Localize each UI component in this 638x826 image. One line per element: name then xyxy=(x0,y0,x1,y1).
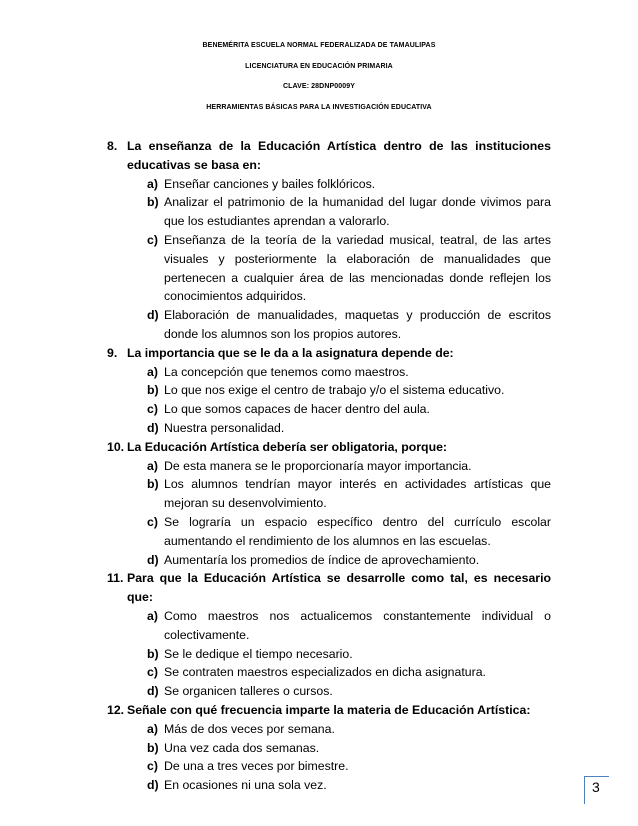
option-letter: c) xyxy=(147,402,158,417)
header-course: HERRAMIENTAS BÁSICAS PARA LA INVESTIGACIÓN EDUCATIVA xyxy=(206,103,432,111)
question-text: La importancia que se le da a la asignatura depende de: xyxy=(127,345,454,360)
option-8c xyxy=(107,231,551,306)
question-number: 12. xyxy=(107,702,125,717)
option-text: Lo que nos exige el centro de trabajo y/o el sistema educativo. xyxy=(164,383,505,398)
question-number: 10. xyxy=(107,439,125,454)
option-text: Analizar el patrimonio de la humanidad del lugar donde vivimos para que los estudiantes aprendan a valorarlo. xyxy=(164,195,551,229)
option-letter: c) xyxy=(147,514,158,529)
question-11 xyxy=(107,569,551,607)
option-12b xyxy=(107,739,551,758)
option-letter: c) xyxy=(147,665,158,680)
question-text: Para que la Educación Artística se desarrolle como tal, es necesario que: xyxy=(127,571,551,605)
option-letter: d) xyxy=(147,778,159,793)
option-letter: b) xyxy=(147,195,159,210)
option-letter: d) xyxy=(147,308,159,323)
option-text: Lo que somos capaces de hacer dentro del aula. xyxy=(164,402,430,417)
page-number: 3 xyxy=(592,779,600,795)
question-8 xyxy=(107,137,551,175)
option-text: Se le dedique el tiempo necesario. xyxy=(164,646,353,661)
option-10a xyxy=(107,457,551,476)
question-text: La enseñanza de la Educación Artística dentro de las instituciones educativas se basa en: xyxy=(127,139,551,172)
option-letter: a) xyxy=(147,176,158,191)
option-letter: b) xyxy=(147,383,159,398)
option-text: En ocasiones ni una sola vez. xyxy=(164,778,327,793)
option-letter: d) xyxy=(147,552,159,567)
option-letter: a) xyxy=(147,608,158,623)
option-10d xyxy=(107,551,551,570)
option-text: Enseñar canciones y bailes folklóricos. xyxy=(164,176,376,191)
option-8b xyxy=(107,193,551,231)
option-letter: c) xyxy=(147,232,158,247)
option-text: Elaboración de manualidades, maquetas y producción de escritos donde los alumnos son los propios autores. xyxy=(164,308,551,341)
option-text: Más de dos veces por semana. xyxy=(164,721,335,736)
option-9c xyxy=(107,400,551,419)
question-number: 9. xyxy=(107,345,118,360)
option-11d xyxy=(107,682,551,701)
question-text: Señale con qué frecuencia imparte la materia de Educación Artística: xyxy=(127,702,531,717)
option-8d xyxy=(107,306,551,344)
option-10b xyxy=(107,475,551,513)
option-11c xyxy=(107,663,551,682)
question-number: 8. xyxy=(107,139,118,153)
option-12c xyxy=(107,757,551,776)
option-text: De una a tres veces por bimestre. xyxy=(164,759,349,774)
option-8a xyxy=(107,175,551,194)
option-text: Los alumnos tendrían mayor interés en actividades artísticas que mejoran su desenvolvimiento. xyxy=(164,477,551,511)
option-text: De esta manera se le proporcionaría mayor importancia. xyxy=(164,458,472,473)
option-text: Como maestros nos actualicemos constantemente individual o colectivamente. xyxy=(164,608,551,642)
header-program: LICENCIATURA EN EDUCACIÓN PRIMARIA xyxy=(245,62,393,70)
option-12d xyxy=(107,776,551,795)
question-10 xyxy=(107,438,551,457)
question-9 xyxy=(107,344,551,363)
option-text: Nuestra personalidad. xyxy=(164,420,285,435)
option-letter: a) xyxy=(147,458,158,473)
option-11a xyxy=(107,607,551,645)
option-letter: c) xyxy=(147,759,158,774)
option-letter: a) xyxy=(147,721,158,736)
question-text: La Educación Artística debería ser obligatoria, porque: xyxy=(127,439,448,454)
option-text: La concepción que tenemos como maestros. xyxy=(164,364,409,379)
option-9b xyxy=(107,381,551,400)
option-11b xyxy=(107,645,551,664)
option-letter: b) xyxy=(147,740,159,755)
option-letter: d) xyxy=(147,420,159,435)
option-text: Aumentaría los promedios de índice de aprovechamiento. xyxy=(164,552,480,567)
document-header xyxy=(0,36,638,118)
question-12 xyxy=(107,701,551,720)
option-letter: d) xyxy=(147,684,159,699)
option-text: Se lograría un espacio específico dentro del currículo escolar aumentando el rendimiento de los alumnos en las escuelas. xyxy=(164,514,551,548)
header-institution: BENEMÉRITA ESCUELA NORMAL FEDERALIZADA DE TAMAULIPAS xyxy=(202,42,436,49)
option-text: Se organicen talleres o cursos. xyxy=(164,684,333,699)
option-10c xyxy=(107,513,551,551)
option-text: Enseñanza de la teoría de la variedad musical, teatral, de las artes visuales y posteriormente la elaboración de manualidades que pertenecen a cualquier área de las mencionadas donde reflejen los conocimientos adquiridos. xyxy=(164,232,551,304)
question-number: 11. xyxy=(107,571,124,586)
option-9d xyxy=(107,419,551,438)
option-text: Una vez cada dos semanas. xyxy=(164,740,320,755)
option-9a xyxy=(107,363,551,382)
option-letter: b) xyxy=(147,646,159,661)
option-text: Se contraten maestros especializados en dicha asignatura. xyxy=(164,665,486,680)
questionnaire xyxy=(107,137,551,795)
header-code: CLAVE: 28DNP0009Y xyxy=(283,83,355,90)
option-12a xyxy=(107,720,551,739)
option-letter: b) xyxy=(147,477,159,492)
option-letter: a) xyxy=(147,364,158,379)
